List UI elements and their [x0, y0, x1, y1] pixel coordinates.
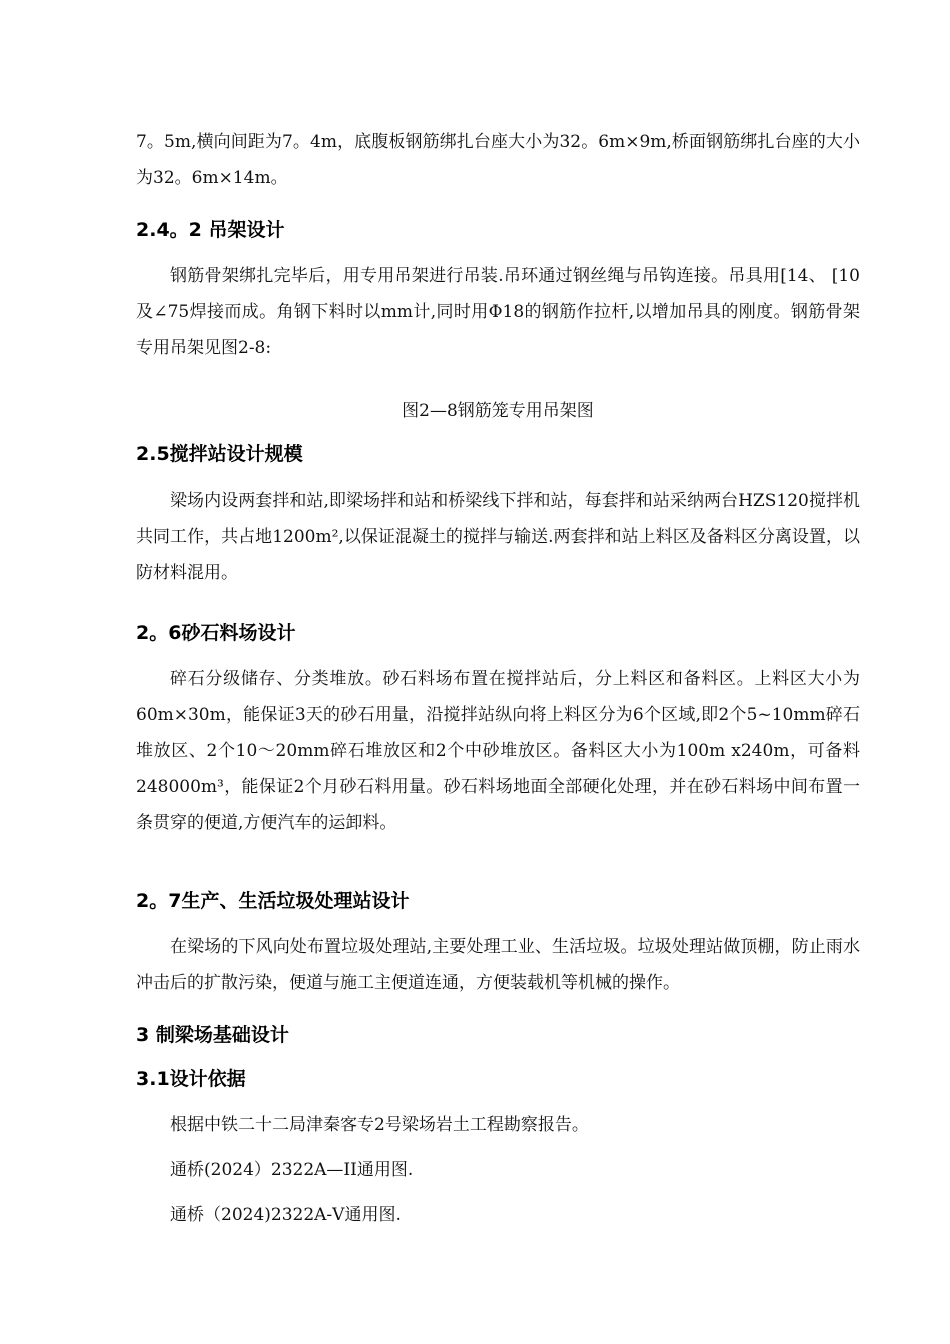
- figure-caption-2-8: 图2—8钢筋笼专用吊架图: [402, 401, 594, 421]
- paragraph-aggregate-yard: 碎石分级储存、分类堆放。砂石料场布置在搅拌站后，分上料区和备料区。上料区大小为60m×30m，能保证3天的砂石用量，沿搅拌站纵向将上料区分为6个区域,即2个5~10mm碎石堆放区、2个10～20mm碎石堆放区和2个中砂堆放区。备料区大小为100m x240m，可备料248000m³，能保证2个月砂石料用量。砂石料场地面全部硬化处理，并在砂石料场中间布置一条贯穿的便道,方便汽车的运卸料。: [136, 669, 860, 833]
- section-heading-2-7: 2。7生产、生活垃圾处理站设计: [136, 890, 410, 912]
- paragraph-intro: 7。5m,横向间距为7。4m，底腹板钢筋绑扎台座大小为32。6m×9m,桥面钢筋绑扎台座的大小为32。6m×14m。: [136, 132, 860, 188]
- section-heading-3: 3 制梁场基础设计: [136, 1024, 289, 1046]
- section-heading-2-4-2: 2.4。2 吊架设计: [136, 219, 285, 241]
- paragraph-basis-drawing-v: 通桥（2024)2322A-Ⅴ通用图.: [170, 1205, 401, 1225]
- paragraph-crane-design: 钢筋骨架绑扎完毕后，用专用吊架进行吊装.吊环通过钢丝绳与吊钩连接。吊具用[14、 [10及∠75焊接而成。角钢下料时以mm计,同时用Φ18的钢筋作拉杆,以增加吊具的刚度。钢筋骨架专用吊架见图2-8:: [136, 266, 860, 358]
- section-heading-2-5: 2.5搅拌站设计规模: [136, 443, 303, 465]
- section-heading-2-6: 2。6砂石料场设计: [136, 622, 296, 644]
- paragraph-basis-drawing-ii: 通桥(2024）2322A—II通用图.: [170, 1160, 414, 1180]
- paragraph-waste-station: 在梁场的下风向处布置垃圾处理站,主要处理工业、生活垃圾。垃圾处理站做顶棚，防止雨水冲击后的扩散污染，便道与施工主便道连通，方便装载机等机械的操作。: [136, 937, 860, 993]
- section-heading-3-1: 3.1设计依据: [136, 1068, 246, 1090]
- paragraph-basis-report: 根据中铁二十二局津秦客专2号梁场岩土工程勘察报告。: [170, 1115, 589, 1135]
- paragraph-mixing-station: 梁场内设两套拌和站,即梁场拌和站和桥梁线下拌和站，每套拌和站采纳两台HZS120搅拌机共同工作，共占地1200m²,以保证混凝土的搅拌与输送.两套拌和站上料区及备料区分离设置，以防材料混用。: [136, 491, 860, 583]
